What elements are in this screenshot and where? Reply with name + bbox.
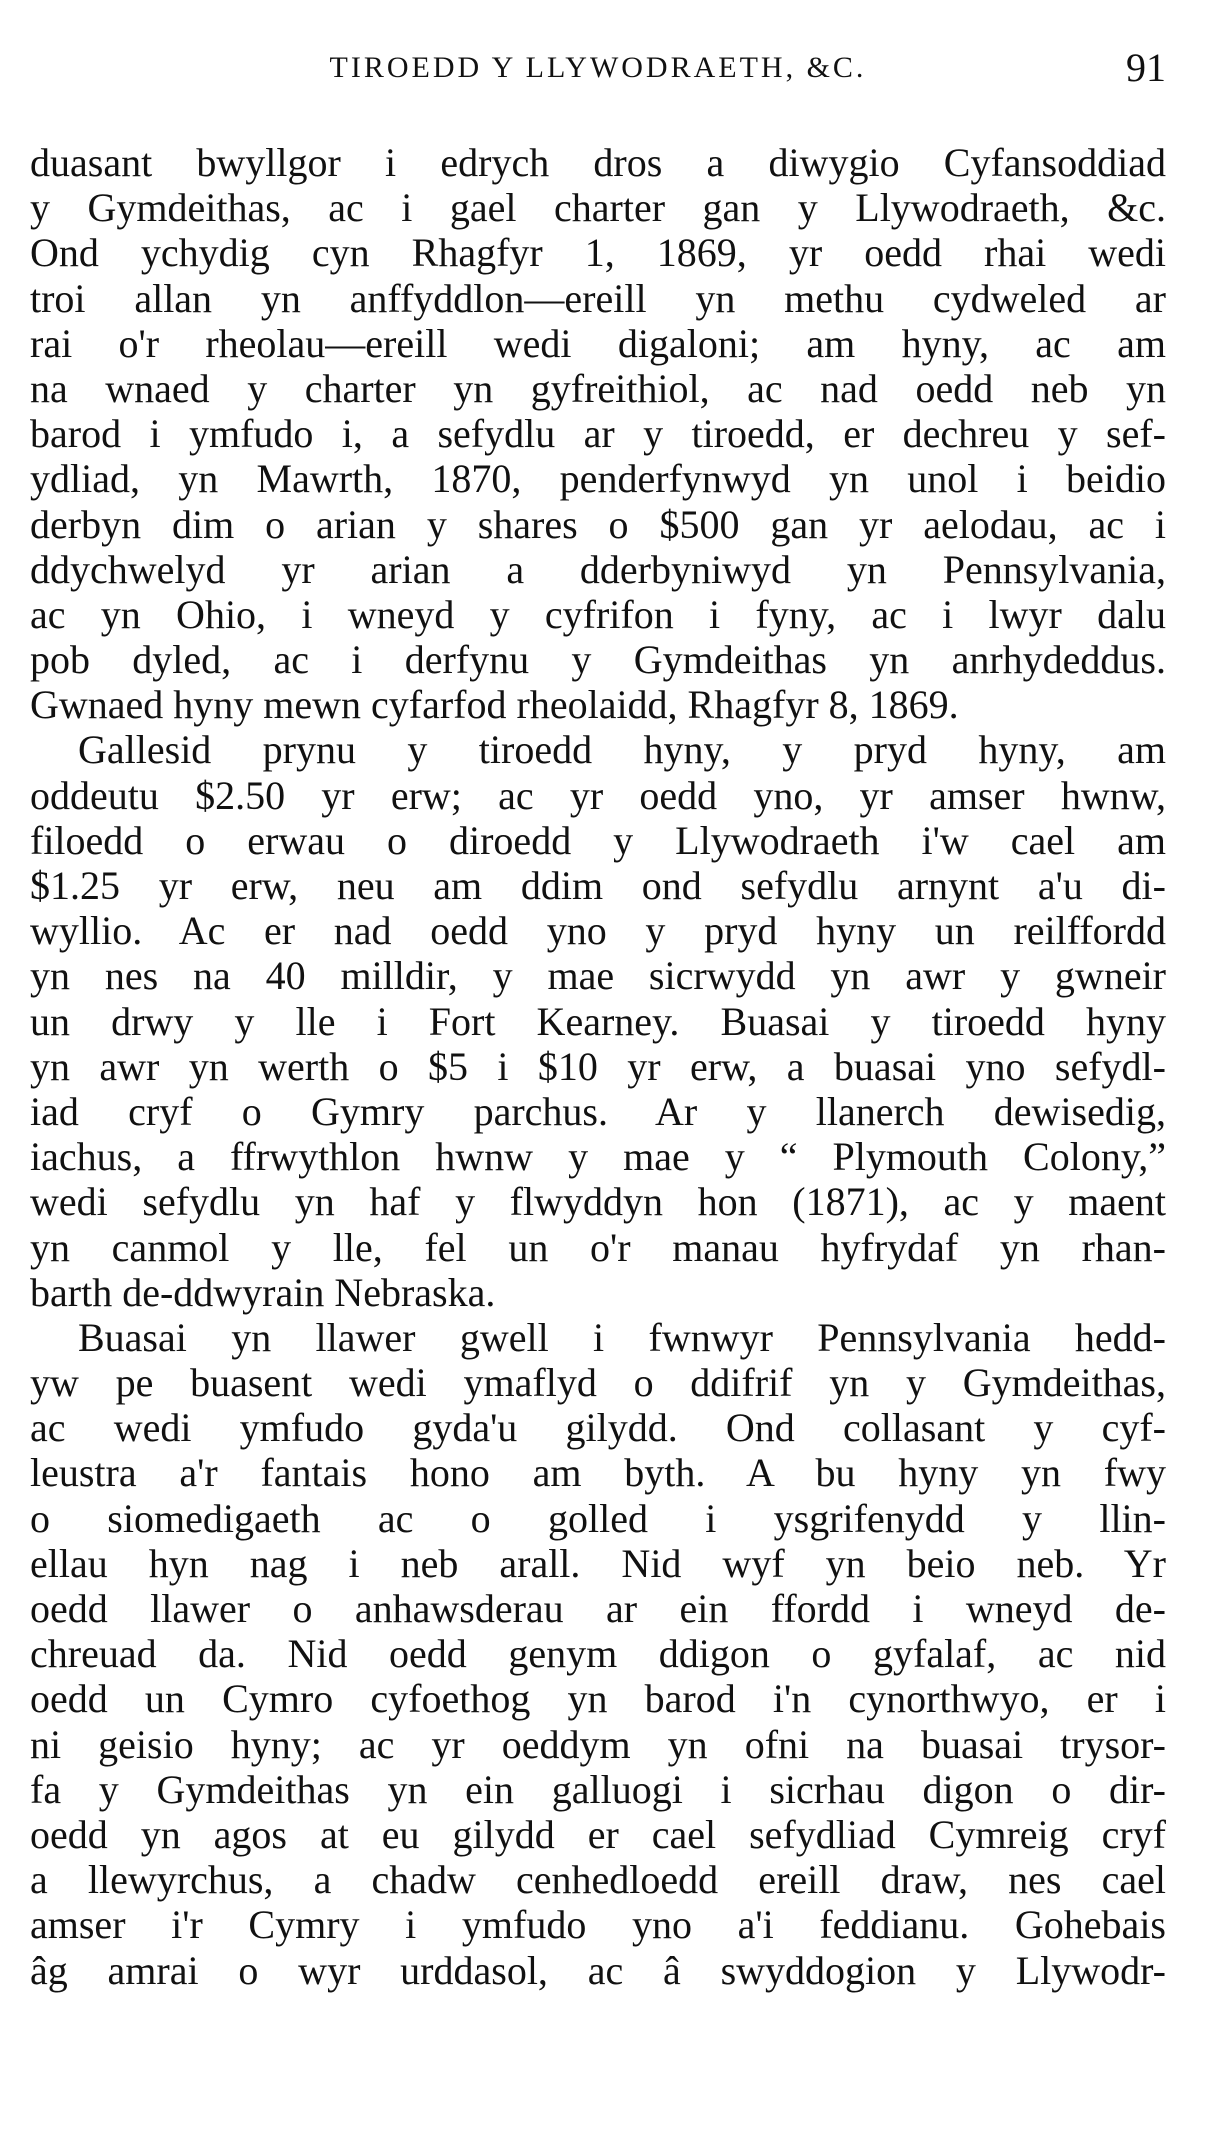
text-line: barod i ymfudo i, a sefydlu ar y tiroedd, er dechreu y sef- [30, 411, 1166, 457]
text-line: ac yn Ohio, i wneyd y cyfrifon i fyny, ac i lwyr dalu [30, 591, 1166, 637]
text-line: Buasai yn llawer gwell i fwnwyr Pennsylvania hedd- [78, 1314, 1166, 1360]
running-head: TIROEDD Y LLYWODRAETH, &C. [329, 51, 867, 84]
text-line: ddychwelyd yr arian a dderbyniwyd yn Pennsylvania, [30, 546, 1166, 592]
text-line: amser i'r Cymry i ymfudo yno a'i feddianu. Gohebais [30, 1902, 1166, 1948]
text-line: barth de-ddwyrain Nebraska. [30, 1269, 496, 1315]
text-line: ellau hyn nag i neb arall. Nid wyf yn beio neb. Yr [30, 1540, 1166, 1586]
text-line: pob dyled, ac i derfynu y Gymdeithas yn anrhydeddus. [30, 637, 1166, 683]
text-line: iachus, a ffrwythlon hwnw y mae y “ Plymouth Colony,” [30, 1134, 1166, 1180]
text-line: oedd yn agos at eu gilydd er cael sefydliad Cymreig cryf [30, 1811, 1166, 1857]
body-text [30, 140, 1166, 1993]
text-line: oddeutu $2.50 yr erw; ac yr oedd yno, yr amser hwnw, [30, 772, 1166, 818]
text-line: ac wedi ymfudo gyda'u gilydd. Ond collasant y cyf- [30, 1405, 1166, 1451]
page-header [30, 38, 1166, 98]
text-line: y Gymdeithas, ac i gael charter gan y Llywodraeth, &c. [30, 185, 1166, 231]
text-line: derbyn dim o arian y shares o $500 gan yr aelodau, ac i [30, 501, 1166, 547]
text-line: chreuad da. Nid oedd genym ddigon o gyfalaf, ac nid [30, 1631, 1166, 1677]
text-line: wyllio. Ac er nad oedd yno y pryd hyny un reilffordd [30, 908, 1166, 954]
text-line: âg amrai o wyr urddasol, ac â swyddogion y Llywodr- [30, 1947, 1166, 1993]
text-line: oedd llawer o anhawsderau ar ein ffordd i wneyd de- [30, 1586, 1166, 1631]
text-line: wedi sefydlu yn haf y flwyddyn hon (1871), ac y maent [30, 1179, 1166, 1225]
text-line: Ond ychydig cyn Rhagfyr 1, 1869, yr oedd rhai wedi [30, 230, 1166, 276]
text-line: iad cryf o Gymry parchus. Ar y llanerch dewisedig, [30, 1088, 1166, 1134]
text-line: Gwnaed hyny mewn cyfarfod rheolaidd, Rhagfyr 8, 1869. [30, 682, 959, 728]
text-line: fa y Gymdeithas yn ein galluogi i sicrhau digon o dir- [30, 1766, 1166, 1812]
text-line: yn nes na 40 milldir, y mae sicrwydd yn awr y gwneir [30, 953, 1166, 999]
text-line: ni geisio hyny; ac yr oeddym yn ofni na buasai trysor- [30, 1721, 1166, 1767]
text-line: Gallesid prynu y tiroedd hyny, y pryd hyny, am [78, 727, 1166, 773]
text-line: yn canmol y lle, fel un o'r manau hyfrydaf yn rhan- [30, 1224, 1166, 1270]
text-line: leustra a'r fantais hono am byth. A bu hyny yn fwy [30, 1450, 1166, 1496]
text-line: filoedd o erwau o diroedd y Llywodraeth i'w cael am [30, 817, 1166, 863]
text-line: rai o'r rheolau—ereill wedi digaloni; am hyny, ac am [30, 320, 1166, 366]
text-line: o siomedigaeth ac o golled i ysgrifenydd y llin- [30, 1495, 1166, 1541]
text-line: yn awr yn werth o $5 i $10 yr erw, a buasai yno sefydl- [30, 1043, 1166, 1089]
text-line: ydliad, yn Mawrth, 1870, penderfynwyd yn unol i beidio [30, 456, 1166, 502]
text-line: oedd un Cymro cyfoethog yn barod i'n cynorthwyo, er i [30, 1676, 1166, 1722]
page-number: 91 [1126, 45, 1166, 90]
text-line: a llewyrchus, a chadw cenhedloedd ereill draw, nes cael [30, 1857, 1166, 1903]
text-line: un drwy y lle i Fort Kearney. Buasai y tiroedd hyny [30, 998, 1166, 1044]
text-line: duasant bwyllgor i edrych dros a diwygio Cyfansoddiad [30, 140, 1166, 185]
text-line: na wnaed y charter yn gyfreithiol, ac nad oedd neb yn [30, 365, 1166, 411]
text-line: yw pe buasent wedi ymaflyd o ddifrif yn y Gymdeithas, [30, 1360, 1166, 1406]
text-line: troi allan yn anffyddlon—ereill yn methu cydweled ar [30, 275, 1166, 321]
text-line: $1.25 yr erw, neu am ddim ond sefydlu arnynt a'u di- [30, 863, 1166, 908]
